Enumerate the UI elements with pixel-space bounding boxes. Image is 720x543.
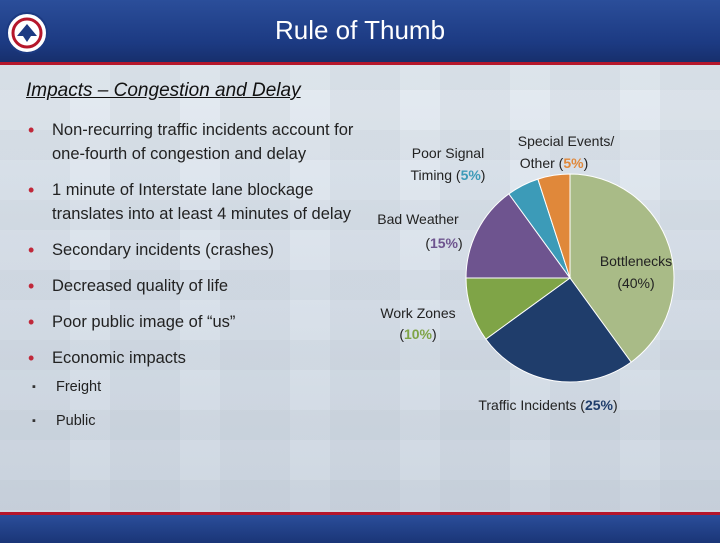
slice-label: (15%): [425, 235, 463, 251]
slice-label: Poor Signal: [411, 145, 485, 161]
slide-title: Rule of Thumb: [274, 15, 446, 45]
bullet-item: • 1 minute of Interstate lane blockage translates into at least 4 minutes of delay: [26, 178, 366, 226]
slice-label: Special Events/: [517, 133, 615, 149]
slice-label: Traffic Incidents (25%): [478, 397, 618, 413]
slide-subtitle: Impacts – Congestion and Delay: [26, 80, 301, 101]
slice-label: (40%): [617, 275, 655, 291]
slice-label: Other (5%): [519, 155, 589, 171]
bullet-item: • Economic impacts: [26, 346, 366, 370]
slice-label: Bad Weather: [377, 211, 459, 227]
slice-label: (10%): [399, 326, 437, 342]
footer-bar: [0, 512, 720, 543]
bullet-item: • Secondary incidents (crashes): [26, 238, 366, 262]
slice-label: Work Zones: [380, 305, 456, 321]
bullet-item: • Decreased quality of life: [26, 274, 366, 298]
slice-label: Bottlenecks: [599, 253, 673, 269]
sub-bullet-item: ▪ Public: [26, 404, 366, 438]
bullet-item: • Poor public image of “us”: [26, 310, 366, 334]
slice-label: Timing (5%): [410, 167, 486, 183]
bullet-item: • Non-recurring traffic incidents account for one-fourth of congestion and delay: [26, 118, 366, 166]
sub-bullet-item: ▪ Freight: [26, 370, 366, 404]
